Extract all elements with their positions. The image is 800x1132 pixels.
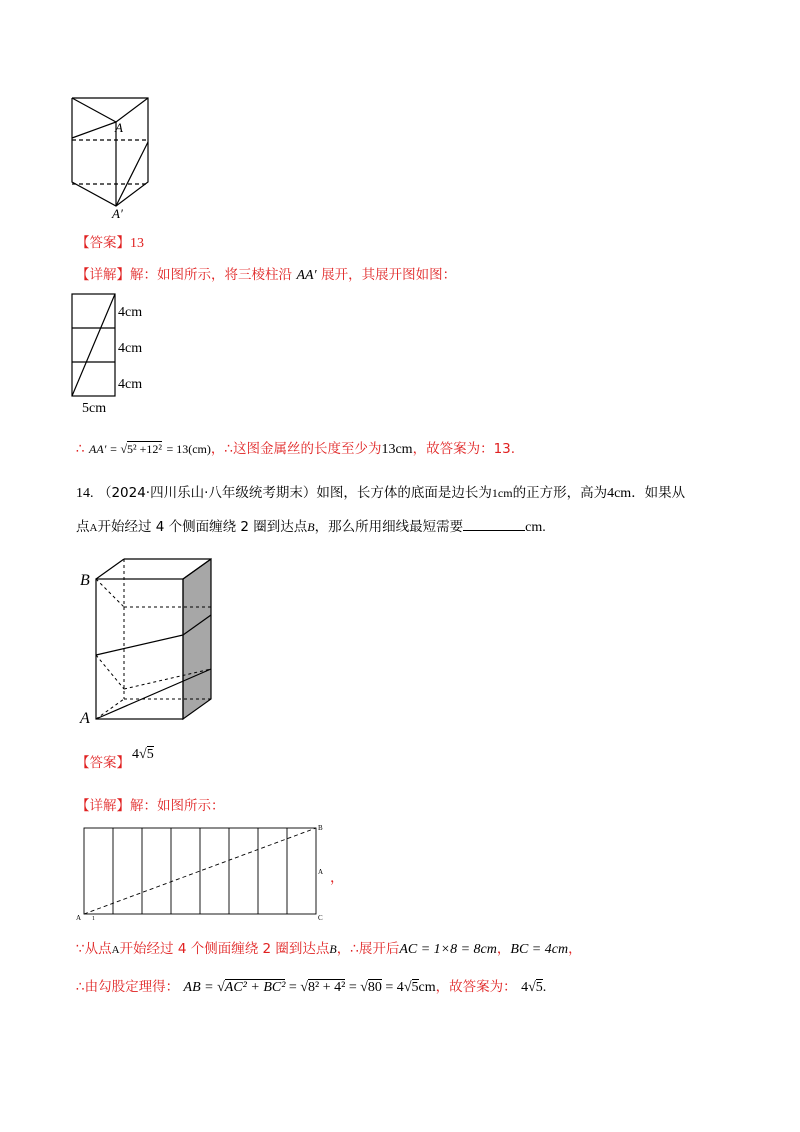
q14-text-a: 如图，长方体的底面是边长为 bbox=[316, 485, 492, 501]
cuboid-figure bbox=[78, 555, 218, 727]
label-1: 1 bbox=[92, 916, 95, 922]
answer-blank[interactable] bbox=[463, 516, 525, 531]
formula-lhs: AA′ = bbox=[89, 442, 121, 456]
final-text: ，故答案为： bbox=[435, 979, 517, 995]
question-14-line-1 bbox=[76, 484, 685, 503]
ab-lhs: AB = bbox=[183, 980, 218, 995]
therefore-symbol: ∴ bbox=[76, 441, 85, 457]
final-radicand: 5 bbox=[535, 980, 543, 995]
unfold-rect-figure bbox=[70, 820, 360, 924]
answer-line-14 bbox=[76, 754, 130, 772]
formula-rhs: = 13(cm) bbox=[166, 442, 211, 456]
label-a: A bbox=[76, 914, 82, 922]
q14-text-c: ．如果从 bbox=[631, 485, 686, 501]
math-aa: AA′ bbox=[296, 268, 317, 283]
label-a: A bbox=[115, 120, 123, 135]
label-b: B bbox=[318, 824, 323, 832]
label-c: C bbox=[318, 914, 323, 922]
label-5cm: 5cm bbox=[82, 401, 107, 416]
detail-text: 解：如图所示，将三棱柱沿 bbox=[130, 267, 292, 283]
answer-value-14: 4√5 bbox=[132, 747, 154, 762]
detail-bracket-14: 【详解】 bbox=[76, 798, 130, 814]
prism-figure bbox=[60, 92, 170, 222]
detail-text-14: 解：如图所示： bbox=[130, 798, 225, 814]
comma: ， bbox=[330, 871, 344, 886]
answer-coef: 4 bbox=[132, 747, 139, 762]
label-4cm-3: 4cm bbox=[118, 377, 143, 392]
sol14-text-a: 开始经过 4 个侧面缠绕 2 圈到达点 bbox=[119, 941, 330, 957]
q14-text-b: 的正方形，高为 bbox=[512, 485, 608, 501]
q14-text-e: 开始经过 4 个侧面缠绕 2 圈到达点 bbox=[97, 519, 308, 535]
point-a: A bbox=[111, 944, 120, 956]
detail-line-14 bbox=[76, 797, 225, 815]
label-a-prime: A′ bbox=[112, 206, 123, 221]
answer-bracket: 【答案】 bbox=[76, 235, 130, 251]
sqrt-2: 8² + 4² bbox=[308, 980, 346, 995]
sqrt-3: 80 bbox=[367, 980, 382, 995]
answer-value: 13 bbox=[130, 236, 144, 251]
ac-formula: AC = 1×8 = 8cm bbox=[399, 942, 497, 957]
unit: cm bbox=[418, 980, 436, 995]
label-4cm-2: 4cm bbox=[118, 341, 143, 356]
detail-text-b: 展开，其展开图如图： bbox=[321, 267, 457, 283]
solution-line-13: ∴ AA′ = √5² +12² = 13(cm)，∴这图金属丝的长度至少为13cm，故答案为：13. bbox=[76, 441, 516, 457]
q14-text-d: 点 bbox=[76, 519, 90, 535]
eq-1: = bbox=[285, 980, 301, 995]
sqrt-4: 5 bbox=[411, 980, 419, 995]
sol14-text-b: ，∴展开后 bbox=[336, 941, 400, 957]
final-dot: . bbox=[542, 980, 547, 995]
detail-bracket: 【详解】 bbox=[76, 267, 130, 283]
sqrt-content: 5² +12² bbox=[127, 442, 162, 456]
eq-3: = 4 bbox=[381, 980, 404, 995]
solution-14-line-1 bbox=[76, 940, 582, 959]
label-b: B bbox=[80, 572, 90, 589]
q14-unit: cm. bbox=[525, 520, 546, 535]
question-source: （2024·四川乐山·八年级统考期末） bbox=[97, 485, 317, 501]
label-a: A bbox=[80, 710, 90, 727]
because-text: ∵从点 bbox=[76, 941, 112, 957]
label-4cm-1: 4cm bbox=[118, 305, 143, 320]
end-comma: ， bbox=[568, 941, 582, 957]
point-b: B bbox=[329, 942, 337, 956]
q14-text-f: ，那么所用细线最短需要 bbox=[314, 519, 464, 535]
bc-formula: BC = 4cm bbox=[510, 942, 569, 957]
final-answer-text: ，故答案为：13. bbox=[412, 441, 516, 457]
final-coef: 4 bbox=[521, 980, 529, 995]
comma: ， bbox=[210, 441, 225, 457]
therefore-text: ∴由勾股定理得： bbox=[76, 979, 180, 995]
question-number: 14. bbox=[76, 486, 94, 501]
answer-radicand: 5 bbox=[146, 747, 154, 762]
answer-line-13 bbox=[76, 234, 144, 253]
q14-side: 1cm bbox=[491, 486, 513, 500]
eq-2: = bbox=[345, 980, 361, 995]
sep: ， bbox=[496, 941, 511, 957]
unfold-figure bbox=[70, 292, 160, 416]
point-a: A bbox=[89, 522, 98, 534]
length-value: 13cm bbox=[381, 442, 413, 457]
question-14-line-2 bbox=[76, 516, 546, 537]
point-b: B bbox=[307, 520, 315, 534]
q14-height: 4cm bbox=[607, 486, 632, 501]
conclusion-text: ∴这图金属丝的长度至少为 bbox=[224, 441, 382, 457]
sqrt-1: AC² + BC² bbox=[224, 980, 286, 995]
solution-14-line-2: ∴由勾股定理得： AB = √AC² + BC² = √8² + 4² = √80 = 4√5cm，故答案为： 4√5. bbox=[76, 979, 547, 995]
detail-line-13 bbox=[76, 266, 456, 285]
answer-bracket-14: 【答案】 bbox=[76, 755, 130, 771]
label-a-mid: A bbox=[318, 868, 324, 876]
